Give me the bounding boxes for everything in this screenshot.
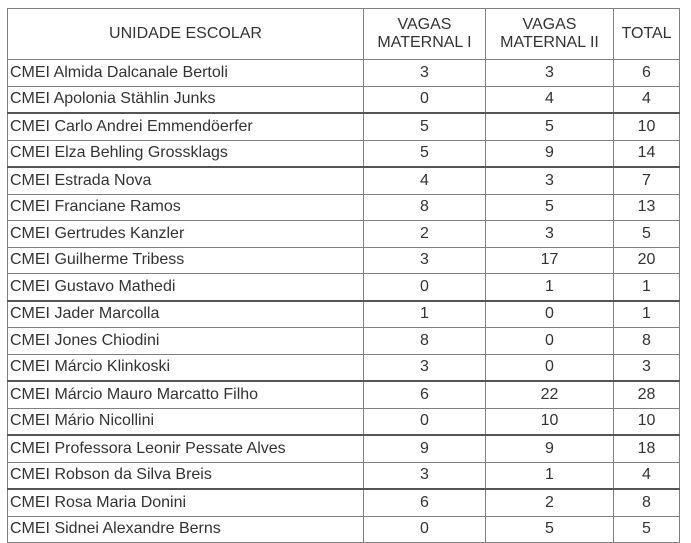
vagas-maternal-2: 0 <box>486 301 614 328</box>
vagas-total: 5 <box>614 221 680 248</box>
vagas-maternal-2: 2 <box>486 489 614 516</box>
vagas-maternal-1: 4 <box>364 167 486 194</box>
vagas-maternal-2: 1 <box>486 462 614 489</box>
header-total: TOTAL <box>614 9 680 60</box>
vagas-table <box>7 8 680 543</box>
vagas-maternal-1: 1 <box>364 301 486 328</box>
vagas-maternal-2: 9 <box>486 140 614 167</box>
vagas-maternal-1: 9 <box>364 435 486 462</box>
vagas-total: 6 <box>614 60 680 87</box>
table-row <box>8 435 680 462</box>
vagas-total: 18 <box>614 435 680 462</box>
vagas-maternal-2: 3 <box>486 167 614 194</box>
vagas-maternal-1: 6 <box>364 489 486 516</box>
vagas-maternal-1: 3 <box>364 247 486 274</box>
header-vagas-maternal-1-line1: VAGAS <box>397 16 452 33</box>
school-name: CMEI Gustavo Mathedi <box>8 274 364 301</box>
table-row <box>8 221 680 248</box>
vagas-maternal-2: 3 <box>486 221 614 248</box>
school-name: CMEI Jones Chiodini <box>8 328 364 355</box>
vagas-maternal-2: 9 <box>486 435 614 462</box>
vagas-total: 3 <box>614 354 680 381</box>
school-name: CMEI Estrada Nova <box>8 167 364 194</box>
vagas-total: 4 <box>614 86 680 113</box>
school-name: CMEI Márcio Mauro Marcatto Filho <box>8 381 364 408</box>
vagas-total: 1 <box>614 301 680 328</box>
header-row <box>8 9 680 60</box>
vagas-maternal-2: 5 <box>486 194 614 221</box>
school-name: CMEI Mário Nicollini <box>8 408 364 435</box>
vagas-maternal-2: 0 <box>486 328 614 355</box>
school-name: CMEI Jader Marcolla <box>8 301 364 328</box>
vagas-maternal-1: 0 <box>364 408 486 435</box>
table-row <box>8 489 680 516</box>
school-name: CMEI Professora Leonir Pessate Alves <box>8 435 364 462</box>
vagas-total: 7 <box>614 167 680 194</box>
table-row <box>8 381 680 408</box>
table-row <box>8 86 680 113</box>
table-row <box>8 462 680 489</box>
vagas-total: 20 <box>614 247 680 274</box>
vagas-maternal-2: 3 <box>486 60 614 87</box>
vagas-maternal-1: 6 <box>364 381 486 408</box>
school-name: CMEI Márcio Klinkoski <box>8 354 364 381</box>
header-vagas-maternal-2-line2: MATERNAL II <box>500 34 599 51</box>
vagas-maternal-1: 8 <box>364 328 486 355</box>
school-name: CMEI Apolonia Stählin Junks <box>8 86 364 113</box>
vagas-maternal-2: 22 <box>486 381 614 408</box>
vagas-maternal-1: 0 <box>364 516 486 543</box>
school-name: CMEI Rosa Maria Donini <box>8 489 364 516</box>
vagas-maternal-1: 0 <box>364 274 486 301</box>
vagas-maternal-1: 3 <box>364 60 486 87</box>
table-row <box>8 328 680 355</box>
header-vagas-maternal-1 <box>364 9 486 60</box>
school-name: CMEI Carlo Andrei Emmendöerfer <box>8 113 364 140</box>
header-vagas-maternal-2-line1: VAGAS <box>522 16 577 33</box>
vagas-maternal-1: 0 <box>364 86 486 113</box>
table-row <box>8 113 680 140</box>
vagas-maternal-1: 8 <box>364 194 486 221</box>
vagas-total: 5 <box>614 516 680 543</box>
vagas-maternal-1: 5 <box>364 140 486 167</box>
vagas-total: 1 <box>614 274 680 301</box>
table-row <box>8 516 680 543</box>
vagas-maternal-2: 0 <box>486 354 614 381</box>
table-row <box>8 408 680 435</box>
table-row <box>8 60 680 87</box>
vagas-maternal-1: 3 <box>364 462 486 489</box>
vagas-maternal-2: 5 <box>486 113 614 140</box>
vagas-total: 8 <box>614 489 680 516</box>
table-row <box>8 301 680 328</box>
school-name: CMEI Franciane Ramos <box>8 194 364 221</box>
vagas-maternal-2: 17 <box>486 247 614 274</box>
vagas-maternal-2: 4 <box>486 86 614 113</box>
school-name: CMEI Sidnei Alexandre Berns <box>8 516 364 543</box>
school-name: CMEI Guilherme Tribess <box>8 247 364 274</box>
school-name: CMEI Robson da Silva Breis <box>8 462 364 489</box>
table-row <box>8 194 680 221</box>
school-name: CMEI Gertrudes Kanzler <box>8 221 364 248</box>
vagas-maternal-2: 10 <box>486 408 614 435</box>
vagas-total: 4 <box>614 462 680 489</box>
table-row <box>8 274 680 301</box>
header-vagas-maternal-2 <box>486 9 614 60</box>
school-name: CMEI Almida Dalcanale Bertoli <box>8 60 364 87</box>
table-row <box>8 167 680 194</box>
vagas-total: 10 <box>614 408 680 435</box>
vagas-total: 14 <box>614 140 680 167</box>
header-vagas-maternal-1-line2: MATERNAL I <box>377 34 472 51</box>
vagas-maternal-1: 5 <box>364 113 486 140</box>
table-row <box>8 140 680 167</box>
vagas-total: 13 <box>614 194 680 221</box>
school-name: CMEI Elza Behling Grossklags <box>8 140 364 167</box>
vagas-maternal-1: 2 <box>364 221 486 248</box>
vagas-maternal-2: 1 <box>486 274 614 301</box>
table-row <box>8 247 680 274</box>
vagas-total: 10 <box>614 113 680 140</box>
vagas-maternal-2: 5 <box>486 516 614 543</box>
vagas-table-container <box>7 8 680 543</box>
table-row <box>8 354 680 381</box>
vagas-maternal-1: 3 <box>364 354 486 381</box>
vagas-total: 28 <box>614 381 680 408</box>
vagas-total: 8 <box>614 328 680 355</box>
header-unidade-escolar: UNIDADE ESCOLAR <box>8 9 364 60</box>
